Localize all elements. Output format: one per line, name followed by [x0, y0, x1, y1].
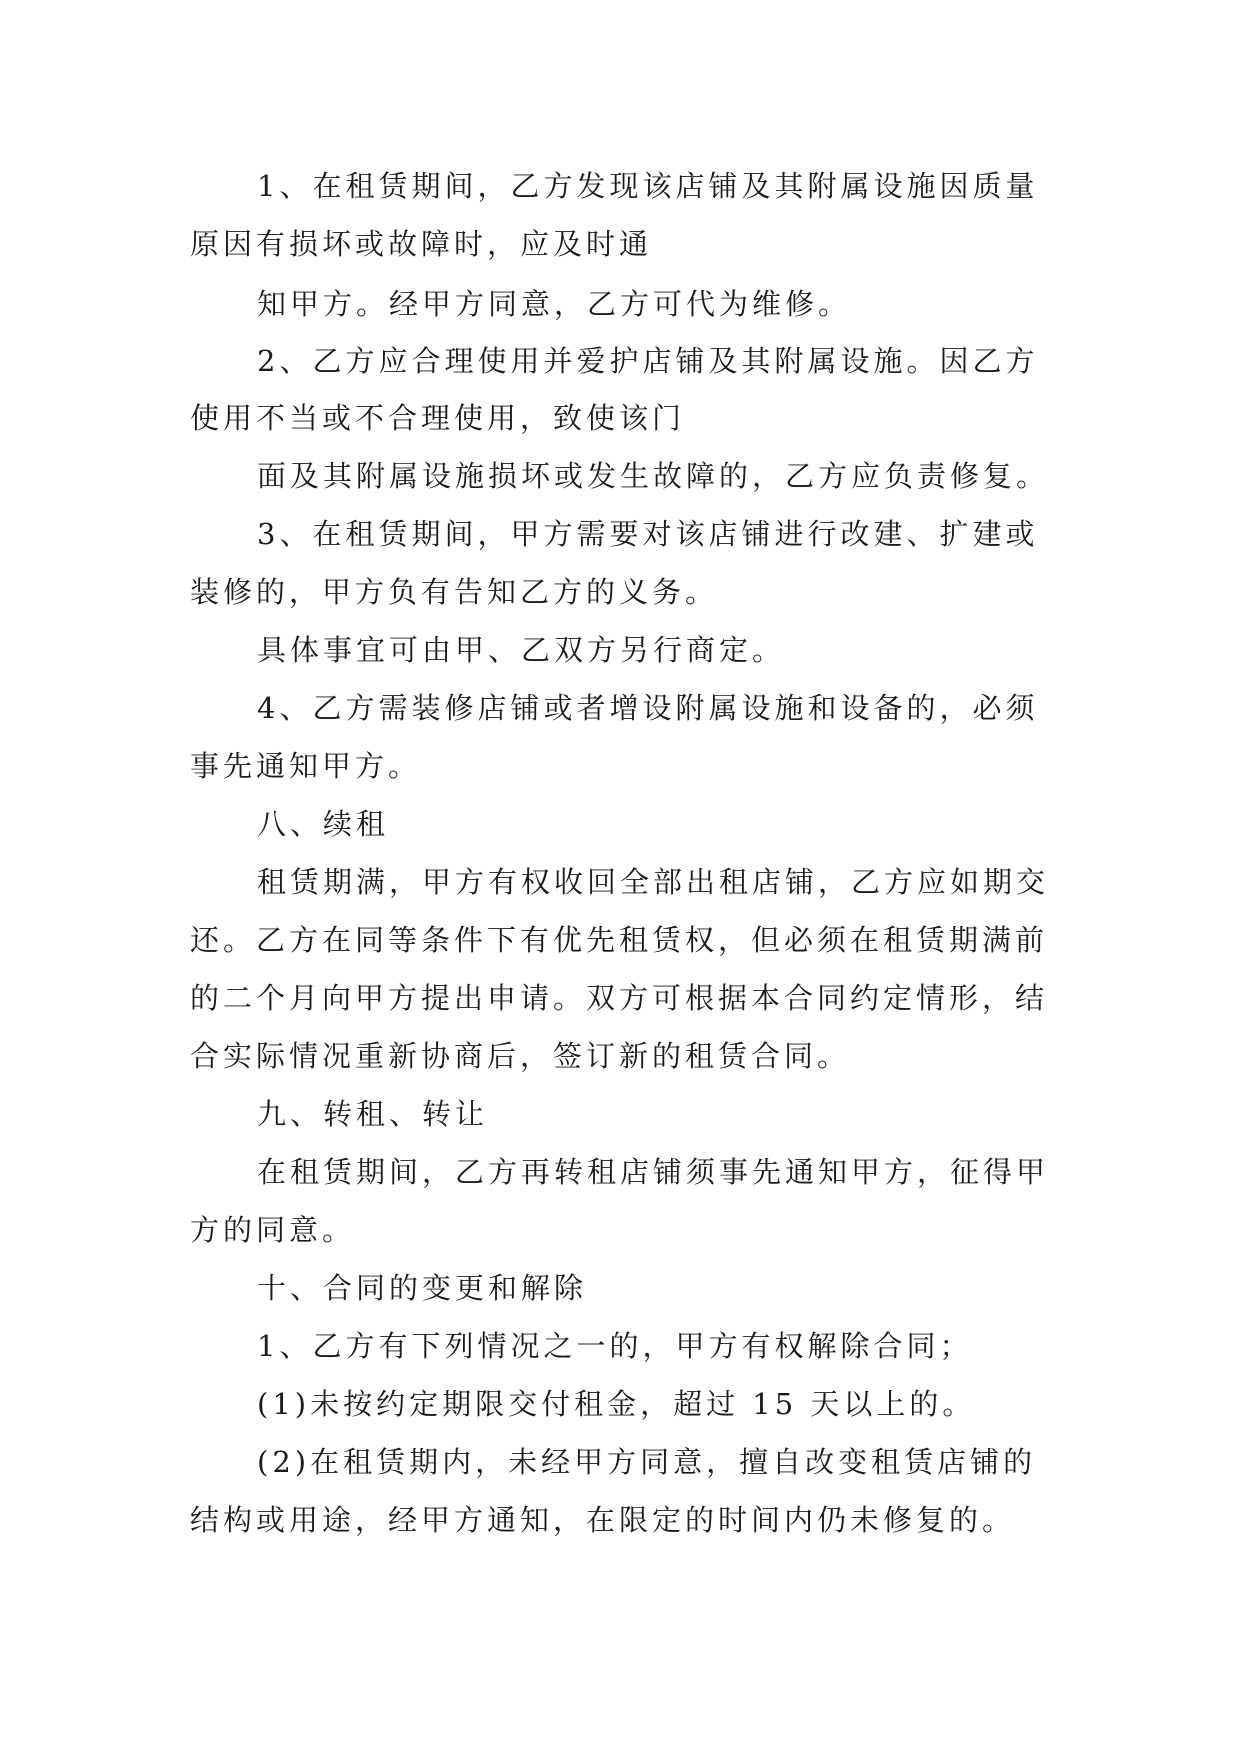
paragraph-line: 还。乙方在同等条件下有优先租赁权，但必须在租赁期满前 [190, 923, 1049, 957]
section-heading: 八、续租 [257, 807, 390, 841]
paragraph-line: 事先通知甲方。 [190, 749, 422, 783]
paragraph-line: 租赁期满，甲方有权收回全部出租店铺，乙方应如期交 [257, 865, 1050, 899]
section-heading: 十、合同的变更和解除 [257, 1271, 588, 1305]
paragraph-line: 原因有损坏或故障时，应及时通 [190, 227, 653, 261]
paragraph-line: 在租赁期间，乙方再转租店铺须事先通知甲方，征得甲 [257, 1155, 1050, 1189]
paragraph-line: 2、乙方应合理使用并爱护店铺及其附属设施。因乙方 [257, 344, 1039, 378]
paragraph-line: 1、在租赁期间，乙方发现该店铺及其附属设施因质量 [257, 169, 1039, 203]
paragraph-line: 3、在租赁期间，甲方需要对该店铺进行改建、扩建或 [257, 517, 1039, 551]
paragraph-line: 面及其附属设施损坏或发生故障的，乙方应负责修复。 [257, 459, 1050, 493]
section-heading: 九、转租、转让 [257, 1097, 489, 1131]
paragraph-line: 知甲方。经甲方同意，乙方可代为维修。 [257, 287, 852, 321]
paragraph-line: 合实际情况重新协商后，签订新的租赁合同。 [190, 1039, 851, 1073]
paragraph-line: 具体事宜可由甲、乙双方另行商定。 [257, 633, 786, 667]
paragraph-line: 方的同意。 [190, 1213, 356, 1247]
paragraph-line: 1、乙方有下列情况之一的，甲方有权解除合同； [257, 1329, 973, 1363]
paragraph-line: 的二个月向甲方提出申请。双方可根据本合同约定情形，结 [190, 981, 1049, 1015]
paragraph-line: 4、乙方需装修店铺或者增设附属设施和设备的，必须 [257, 691, 1039, 725]
paragraph-line: 使用不当或不合理使用，致使该门 [190, 401, 686, 435]
paragraph-line: (2)在租赁期内，未经甲方同意，擅自改变租赁店铺的 [257, 1445, 1037, 1479]
paragraph-line: 结构或用途，经甲方通知，在限定的时间内仍未修复的。 [190, 1503, 1016, 1537]
paragraph-line: (1)未按约定期限交付租金，超过 15 天以上的。 [257, 1387, 976, 1421]
paragraph-line: 装修的，甲方负有告知乙方的义务。 [190, 575, 719, 609]
